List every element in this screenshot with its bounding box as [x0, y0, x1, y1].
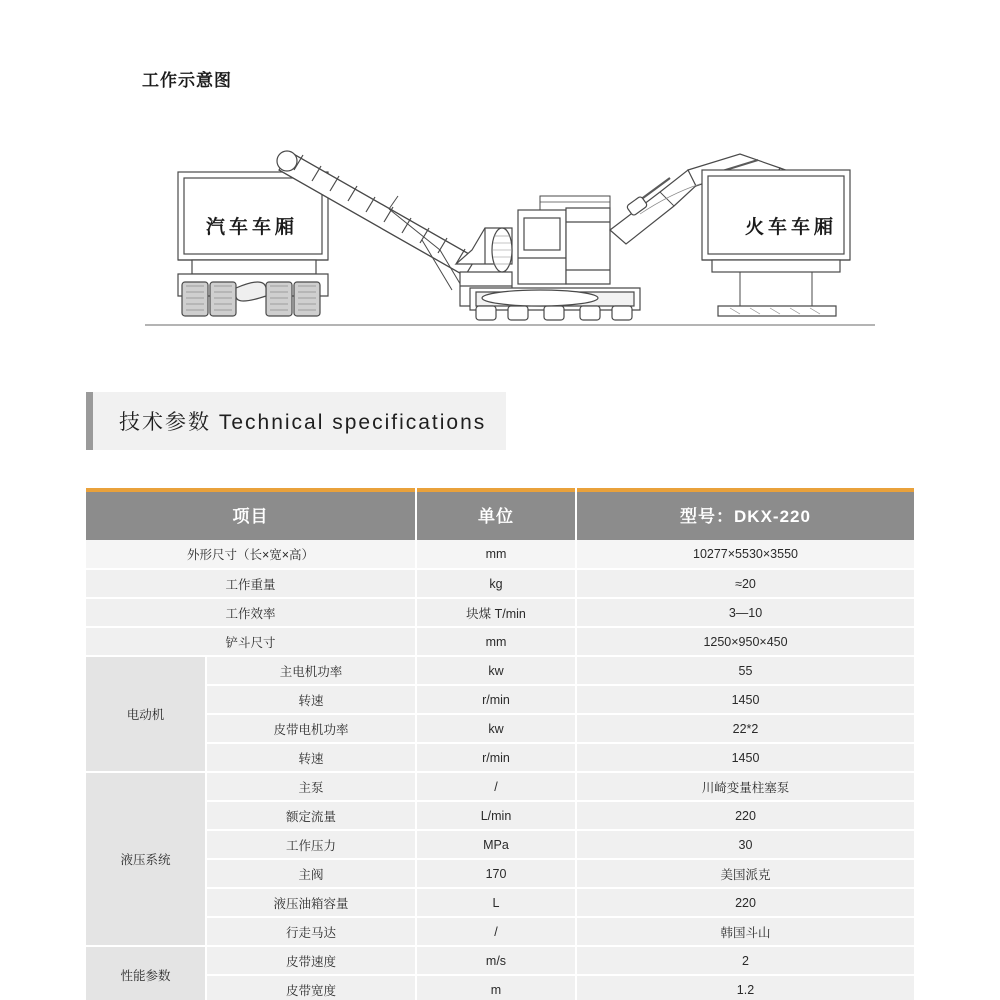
table-row — [86, 569, 914, 598]
cell-item: 工作压力 — [206, 830, 416, 859]
table-row — [86, 917, 914, 946]
page-title: 工作示意图 — [142, 71, 232, 90]
cell-value: 30 — [576, 830, 914, 859]
cell-item: 主阀 — [206, 859, 416, 888]
cell-item: 工作效率 — [86, 598, 416, 627]
header-unit: 单位 — [416, 488, 576, 540]
table-row — [86, 801, 914, 830]
header-model: 型号：DKX-220 — [576, 488, 914, 540]
cell-value: 1.2 — [576, 975, 914, 1000]
cell-unit: kg — [416, 569, 576, 598]
table-row — [86, 743, 914, 772]
cell-item: 主泵 — [206, 772, 416, 801]
cell-group-hydraulic: 液压系统 — [86, 772, 206, 946]
cell-unit: kw — [416, 656, 576, 685]
cell-unit: 170 — [416, 859, 576, 888]
table-row — [86, 772, 914, 801]
cell-unit: m/s — [416, 946, 576, 975]
table-row — [86, 830, 914, 859]
cell-value: 1450 — [576, 743, 914, 772]
table-row — [86, 946, 914, 975]
cell-item: 主电机功率 — [206, 656, 416, 685]
cell-item: 皮带速度 — [206, 946, 416, 975]
cell-value: 美国派克 — [576, 859, 914, 888]
banner-accent-bar — [86, 392, 93, 450]
cell-value: 1250×950×450 — [576, 627, 914, 656]
cell-value: ≈20 — [576, 569, 914, 598]
train-container-label: 火车车厢 — [745, 217, 838, 238]
cell-value: 22*2 — [576, 714, 914, 743]
specifications-table — [86, 488, 914, 1000]
table-row — [86, 627, 914, 656]
cell-unit: L — [416, 888, 576, 917]
cell-item: 行走马达 — [206, 917, 416, 946]
cell-item: 工作重量 — [86, 569, 416, 598]
table-row — [86, 888, 914, 917]
cell-unit: r/min — [416, 685, 576, 714]
cell-group-performance: 性能参数 — [86, 946, 206, 1000]
cell-unit: m — [416, 975, 576, 1000]
cell-item: 额定流量 — [206, 801, 416, 830]
cell-value: 1450 — [576, 685, 914, 714]
cell-unit: kw — [416, 714, 576, 743]
header-item: 项目 — [86, 488, 416, 540]
cell-unit: / — [416, 772, 576, 801]
table-row — [86, 598, 914, 627]
cell-unit: r/min — [416, 743, 576, 772]
cell-value: 220 — [576, 888, 914, 917]
table-row — [86, 540, 914, 569]
table-header-row — [86, 488, 914, 540]
cell-item: 转速 — [206, 743, 416, 772]
cell-unit: mm — [416, 540, 576, 569]
cell-item: 皮带电机功率 — [206, 714, 416, 743]
banner-title: 技术参数 Technical specifications — [119, 411, 487, 434]
cell-unit: MPa — [416, 830, 576, 859]
cell-item: 外形尺寸（长×宽×高） — [86, 540, 416, 569]
cell-item: 皮带宽度 — [206, 975, 416, 1000]
cell-item: 转速 — [206, 685, 416, 714]
cell-item: 铲斗尺寸 — [86, 627, 416, 656]
table-row — [86, 656, 914, 685]
cell-value: 55 — [576, 656, 914, 685]
cell-value: 220 — [576, 801, 914, 830]
cell-unit: L/min — [416, 801, 576, 830]
cell-value: 2 — [576, 946, 914, 975]
cell-value: 川崎变量柱塞泵 — [576, 772, 914, 801]
cell-value: 10277×5530×3550 — [576, 540, 914, 569]
cell-group-motor: 电动机 — [86, 656, 206, 772]
tech-spec-banner — [86, 392, 506, 450]
table-row — [86, 859, 914, 888]
cell-unit: / — [416, 917, 576, 946]
cell-unit: mm — [416, 627, 576, 656]
table-row — [86, 975, 914, 1000]
truck-container-label: 汽车车厢 — [206, 217, 299, 238]
table-row — [86, 714, 914, 743]
cell-value: 韩国斗山 — [576, 917, 914, 946]
table-row — [86, 685, 914, 714]
cell-unit: 块煤 T/min — [416, 598, 576, 627]
cell-item: 液压油箱容量 — [206, 888, 416, 917]
cell-value: 3—10 — [576, 598, 914, 627]
